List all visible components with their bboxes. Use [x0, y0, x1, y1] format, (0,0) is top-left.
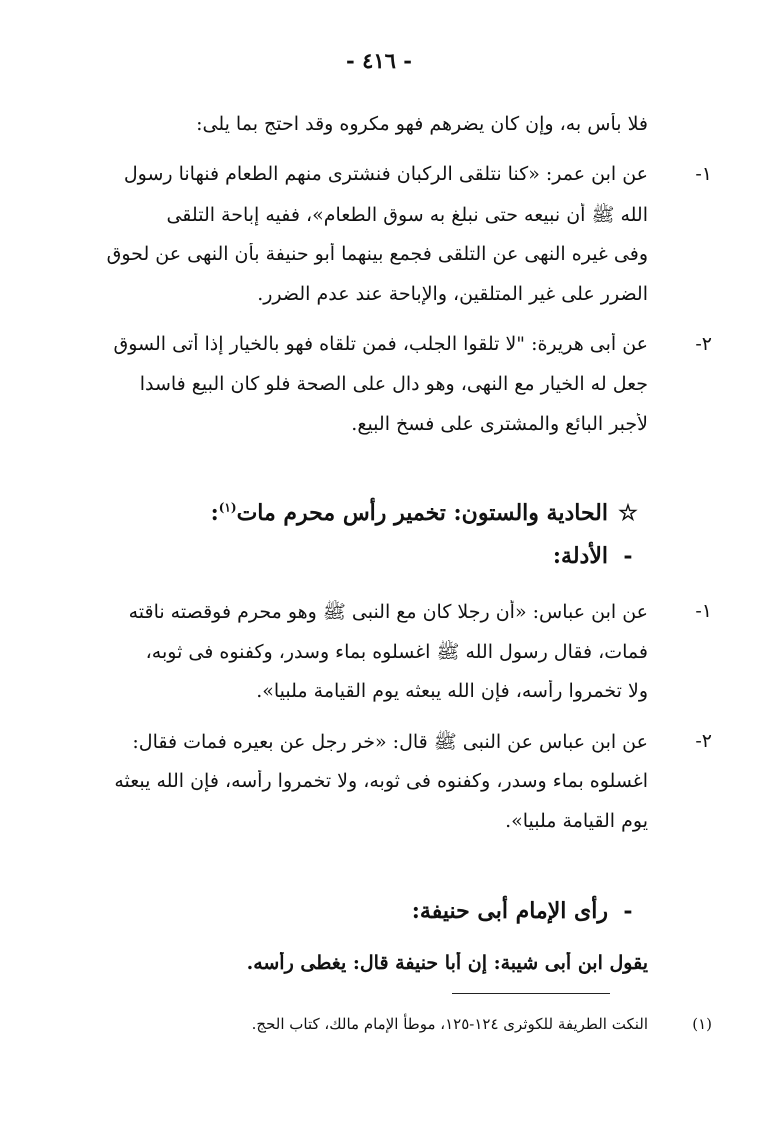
section-heading: [211, 500, 608, 526]
paragraph-line: عن أبى هريرة: "لا تلقوا الجلب، فمن تلقاه فهو بالخيار إذا أتى السوق: [113, 333, 648, 355]
evidence-heading: الأدلة:: [552, 543, 608, 569]
paragraph-line: لأجبر البائع والمشترى على فسخ البيع.: [351, 413, 648, 435]
paragraph-line: الله ﷺ أن نبيعه حتى نبلغ به سوق الطعام»، ففيه إباحة التلقى: [166, 204, 648, 226]
paragraph-line: الضرر على غير المتلقين، والإباحة عند عدم الضرر.: [257, 283, 648, 305]
section-heading-text: الحادية والستون: تخمير رأس محرم مات: [236, 500, 608, 526]
paragraph-line: وفى غيره النهى عن التلقى فجمع بينهما أبو حنيفة بأن النهى عن لحوق: [106, 243, 648, 265]
item-number: ٢-: [695, 730, 712, 752]
dash-marker: -: [623, 898, 633, 924]
paragraph-line: عن ابن عباس عن النبى ﷺ قال: «خر رجل عن بعيره فمات فقال:: [132, 731, 648, 753]
heading-colon: :: [210, 500, 219, 526]
paragraph-line: عن ابن عباس: «أن رجلا كان مع النبى ﷺ وهو محرم فوقصته ناقته: [128, 601, 648, 623]
paragraph-line: عن ابن عمر: «كنا نتلقى الركبان فنشترى منهم الطعام فنهانا رسول: [123, 163, 648, 185]
imam-opinion-line: يقول ابن أبى شيبة: إن أبا حنيفة قال: يغطى رأسه.: [246, 952, 648, 974]
paragraph-line: اغسلوه بماء وسدر، وكفنوه فى ثوبه، ولا تخمروا رأسه، فإن الله يبعثه: [114, 770, 648, 792]
footnote-divider: [452, 993, 610, 994]
star-icon: ☆: [618, 500, 638, 526]
page-number: - ٤١٦ -: [346, 48, 412, 73]
imam-heading: رأى الإمام أبى حنيفة:: [411, 898, 608, 924]
footnote-text: النكت الطريفة للكوثرى ١٢٤-١٢٥، موطأ الإمام مالك، كتاب الحج.: [251, 1015, 648, 1033]
footnote-ref: (١): [218, 500, 237, 515]
paragraph-line: يوم القيامة ملبيا».: [505, 810, 648, 832]
dash-marker: -: [623, 543, 633, 569]
item-number: ٢-: [695, 333, 712, 355]
footnote-number: (١): [692, 1015, 712, 1033]
intro-line: فلا بأس به، وإن كان يضرهم فهو مكروه وقد احتج بما يلى:: [196, 113, 648, 135]
paragraph-line: ولا تخمروا رأسه، فإن الله يبعثه يوم القيامة ملبيا».: [256, 680, 648, 702]
item-number: ١-: [695, 163, 712, 185]
item-number: ١-: [695, 600, 712, 622]
paragraph-line: جعل له الخيار مع النهى، وهو دال على الصحة فلو كان البيع فاسدا: [139, 373, 648, 395]
paragraph-line: فمات، فقال رسول الله ﷺ اغسلوه بماء وسدر، وكفنوه فى ثوبه،: [145, 641, 648, 663]
